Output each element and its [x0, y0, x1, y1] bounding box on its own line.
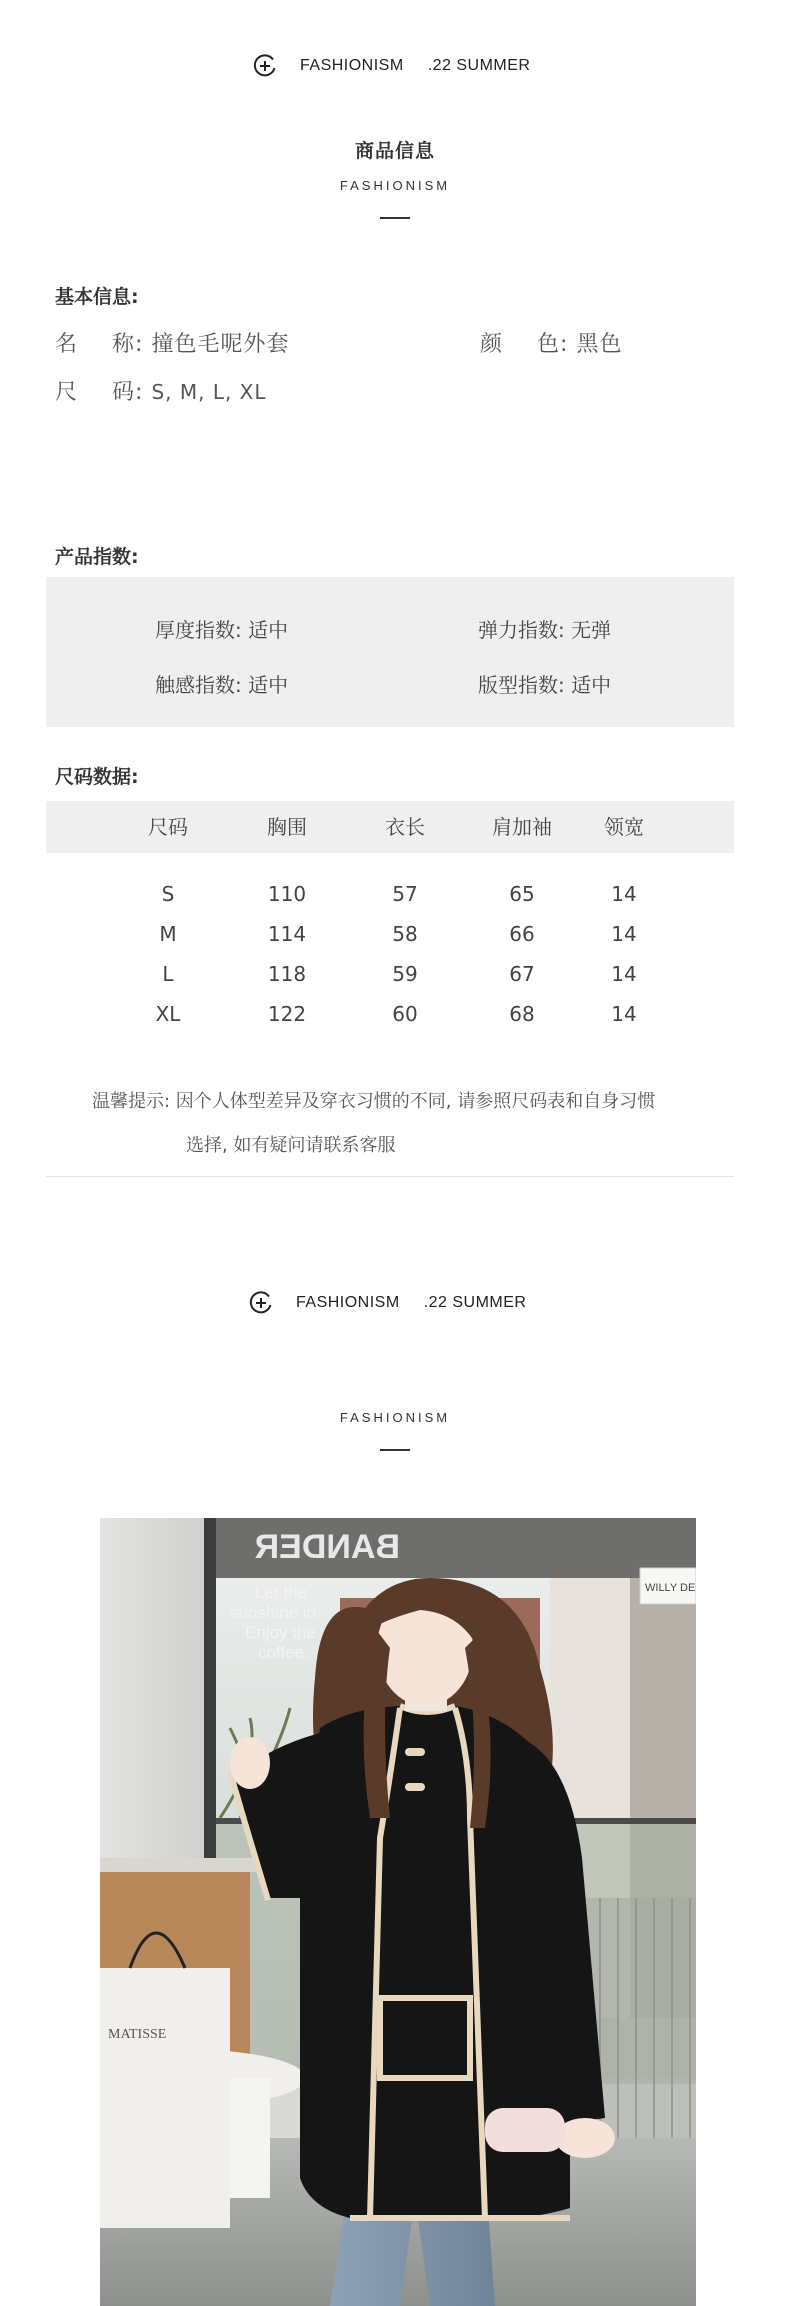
circle-plus-icon: [252, 53, 278, 79]
cell-chest: 114: [267, 922, 307, 946]
size-table-header: [46, 801, 734, 853]
brand-row-bottom: [0, 1283, 790, 1323]
cell-size: L: [162, 962, 174, 986]
title-underline: [380, 217, 410, 219]
cell-shoulder-sleeve: 68: [509, 1002, 535, 1026]
brand-season: .22 SUMMER: [427, 57, 531, 74]
brand-name: FASHIONISM: [300, 57, 404, 74]
column-header-collar: 领宽: [604, 815, 644, 839]
shop-sign-text: WILLY DE: [645, 1582, 696, 1594]
photo-section-subtitle: FASHIONISM: [339, 1410, 451, 1425]
section-title-product-info: 商品信息: [354, 140, 435, 162]
window-text-line-1: Let the: [255, 1583, 307, 1602]
cell-collar: 14: [611, 962, 637, 986]
cell-collar: 14: [611, 922, 637, 946]
name-row: [55, 327, 289, 358]
cell-length: 59: [392, 962, 418, 986]
bag-text: MATISSE: [108, 2027, 167, 2042]
section-subtitle: FASHIONISM: [339, 178, 451, 193]
cell-size: M: [159, 922, 177, 946]
touch-index: 触感指数: 适中: [155, 673, 289, 697]
color-row: [480, 327, 622, 358]
size-value: S, M, L, XL: [151, 380, 267, 404]
svg-text:BANDER: BANDER: [254, 1528, 400, 1566]
window-text-line-4: coffee.: [258, 1643, 309, 1662]
circle-plus-icon: [248, 1290, 274, 1316]
cell-size: XL: [155, 1002, 181, 1026]
elasticity-index: 弹力指数: 无弹: [478, 618, 612, 642]
title-underline: [380, 1449, 410, 1451]
model-photo-illustration: [100, 1518, 696, 2306]
name-label-first: 名: [55, 332, 79, 357]
window-text-line-3: Enjoy the: [245, 1623, 316, 1642]
column-header-shoulder-sleeve: 肩加袖: [492, 815, 552, 839]
size-label-second: 码:: [112, 380, 144, 405]
cell-chest: 118: [267, 962, 307, 986]
brand-row-top: [0, 46, 790, 86]
cell-chest: 110: [267, 882, 307, 906]
cell-shoulder-sleeve: 65: [509, 882, 535, 906]
column-header-length: 衣长: [385, 815, 425, 839]
cell-length: 57: [392, 882, 418, 906]
window-text-line-2: sunshine in: [230, 1603, 317, 1622]
cell-collar: 14: [611, 1002, 637, 1026]
fit-index: 版型指数: 适中: [478, 673, 612, 697]
section-divider: [46, 1176, 734, 1177]
column-header-size: 尺码: [148, 815, 188, 839]
cell-length: 58: [392, 922, 418, 946]
color-value: 黑色: [576, 332, 623, 357]
color-label-first: 颜: [480, 332, 504, 357]
product-index-panel: [46, 577, 734, 727]
cell-size: S: [161, 882, 175, 906]
name-value: 撞色毛呢外套: [151, 332, 290, 357]
brand-name: FASHIONISM: [296, 1294, 400, 1311]
column-header-chest: 胸围: [267, 815, 307, 839]
size-data-heading: 尺码数据:: [55, 766, 139, 788]
color-label-second: 色:: [537, 332, 569, 357]
cell-length: 60: [392, 1002, 418, 1026]
cell-shoulder-sleeve: 67: [509, 962, 535, 986]
tip-line-1: 温馨提示: 因个人体型差异及穿衣习惯的不同, 请参照尺码表和自身习惯: [92, 1091, 656, 1112]
product-index-heading: 产品指数:: [55, 546, 139, 568]
basic-info-heading: 基本信息:: [55, 286, 139, 308]
cell-collar: 14: [611, 882, 637, 906]
cell-chest: 122: [267, 1002, 307, 1026]
cell-shoulder-sleeve: 66: [509, 922, 535, 946]
thickness-index: 厚度指数: 适中: [155, 618, 289, 642]
product-photo: [100, 1518, 696, 2306]
name-label-second: 称:: [112, 332, 144, 357]
brand-season: .22 SUMMER: [423, 1294, 527, 1311]
size-row: [55, 375, 267, 406]
size-label-first: 尺: [55, 380, 79, 405]
tip-line-2: 选择, 如有疑问请联系客服: [186, 1135, 396, 1156]
